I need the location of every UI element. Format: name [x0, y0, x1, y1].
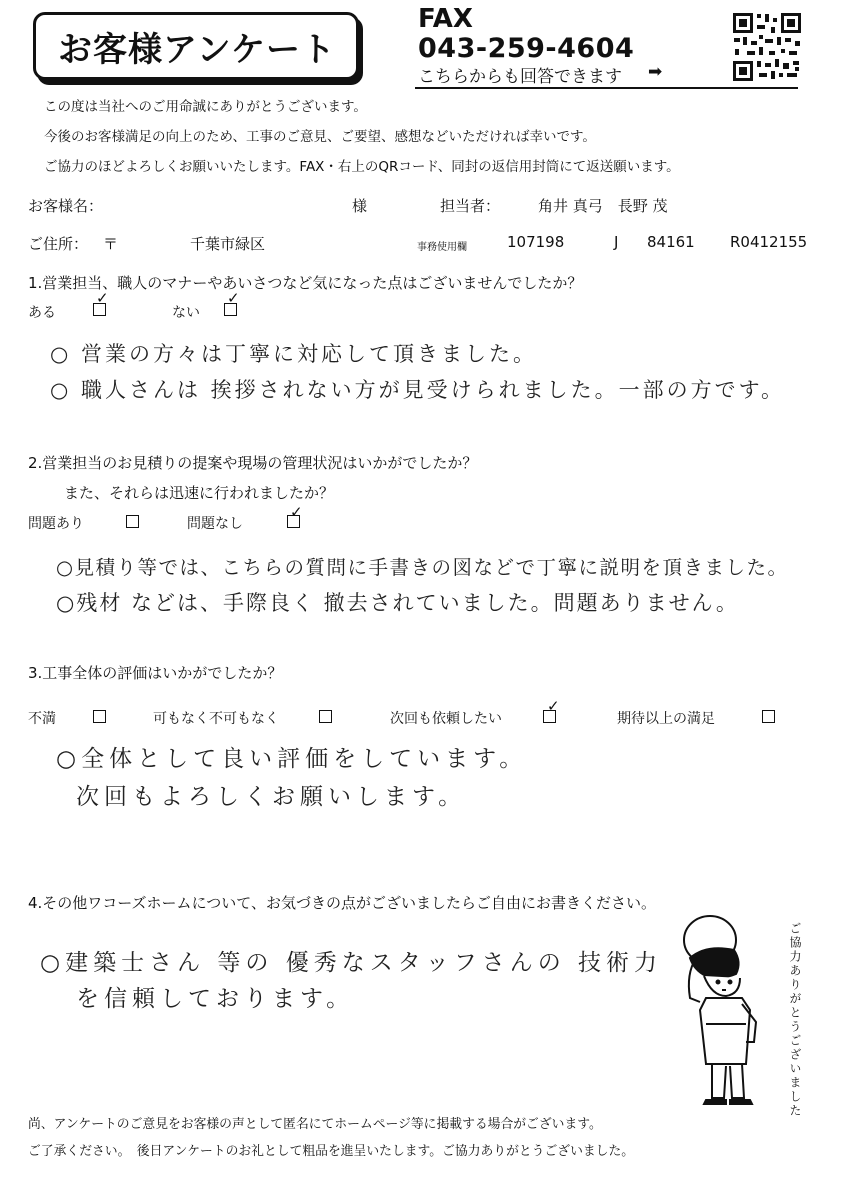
check-mark-icon: ✓ — [227, 289, 240, 307]
office-code-2: J — [614, 233, 619, 251]
office-use-label: 事務使用欄 — [417, 242, 467, 253]
q1-option-yes-label: ある — [28, 305, 56, 321]
staff-label: 担当者： — [440, 197, 501, 215]
q3-option-1-checkbox[interactable] — [93, 710, 106, 723]
q3-handwritten-answer-1: ○全体として良い評価をしています。 — [56, 746, 528, 772]
q1-option-no-label: ない — [172, 305, 200, 321]
q3-option-4-checkbox[interactable] — [762, 710, 775, 723]
honorific: 様 — [352, 197, 368, 215]
postal-mark: 〒 — [103, 235, 119, 253]
office-code-3: 84161 — [647, 233, 695, 251]
q3-option-1-label: 不満 — [28, 711, 56, 727]
q3-option-2-label: 可もなく不可もなく — [153, 711, 279, 727]
check-mark-icon: ✓ — [96, 289, 109, 307]
check-mark-icon: ✓ — [547, 697, 560, 715]
fax-number: 043-259-4604 — [418, 33, 635, 64]
thanks-vertical-text: ご協力ありがとうございました — [788, 922, 802, 1118]
q2-handwritten-answer-2: ○残材 などは、手際良く 撤去されていました。問題ありません。 — [56, 591, 739, 615]
q2-handwritten-answer-1: ○見積り等では、こちらの質問に手書きの図などで丁寧に説明を頂きました。 — [56, 556, 789, 579]
q4-handwritten-answer-1: ○建築士さん 等の 優秀なスタッフさんの 技術力 — [40, 950, 663, 976]
office-code-4: R0412155 — [730, 233, 808, 251]
bowing-worker-illustration — [676, 914, 778, 1110]
footer-line-2: ご了承ください。 後日アンケートのお礼として粗品を進呈いたします。ご協力ありがとうございました。 — [28, 1144, 635, 1159]
fax-note: こちらからも回答できます — [418, 67, 622, 87]
address-label: ご住所： — [28, 235, 89, 253]
fax-label: FAX — [418, 4, 473, 34]
q2-option-no-problem-label: 問題なし — [187, 516, 243, 532]
q3-option-3-label: 次回も依頼したい — [390, 711, 502, 727]
question-1: 1.営業担当、職人のマナーやあいさつなど気になった点はございませんでしたか？ — [28, 274, 583, 292]
customer-name-label: お客様名： — [28, 197, 104, 215]
q1-handwritten-answer-2: ○ 職人さんは 挨拶されない方が見受けられました。一部の方です。 — [50, 378, 785, 402]
office-code-1: 107198 — [507, 233, 565, 251]
question-2: 2.営業担当のお見積りの提案や現場の管理状況はいかがでしたか？ — [28, 454, 478, 472]
check-mark-icon: ✓ — [290, 503, 303, 521]
staff-names: 角井 真弓 長野 茂 — [538, 197, 668, 215]
form-title: お客様アンケート — [58, 30, 336, 70]
qr-code-icon[interactable] — [731, 11, 803, 83]
q1-handwritten-answer-1: ○ 営業の方々は丁寧に対応して頂きました。 — [50, 342, 537, 366]
q2-problem-checkbox[interactable] — [126, 515, 139, 528]
intro-line-3: ご協力のほどよろしくお願いいたします。FAX・右上のQRコード、同封の返信用封筒にて返送願います。 — [44, 159, 680, 175]
question-4: 4.その他ワコーズホームについて、お気づきの点がございましたらご自由にお書きください。 — [28, 894, 656, 912]
q3-option-2-checkbox[interactable] — [319, 710, 332, 723]
fax-divider — [415, 87, 798, 89]
address-value: 千葉市緑区 — [190, 235, 266, 253]
footer-line-1: 尚、アンケートのご意見をお客様の声として匿名にてホームページ等に掲載する場合がございます。 — [28, 1117, 602, 1132]
question-2-line-2: また、それらは迅速に行われましたか？ — [64, 484, 335, 502]
question-3: 3.工事全体の評価はいかがでしたか？ — [28, 664, 283, 682]
intro-line-2: 今後のお客様満足の向上のため、工事のご意見、ご要望、感想などいただければ幸いです。 — [44, 129, 596, 145]
q4-handwritten-answer-2: を信頼しております。 — [76, 986, 355, 1012]
q3-handwritten-answer-2: 次回もよろしくお願いします。 — [76, 784, 467, 810]
q2-option-problem-label: 問題あり — [28, 516, 84, 532]
intro-line-1: この度は当社へのご用命誠にありがとうございます。 — [44, 99, 367, 115]
q3-option-4-label: 期待以上の満足 — [617, 711, 715, 727]
arrow-right-icon: ➡ — [648, 62, 663, 82]
